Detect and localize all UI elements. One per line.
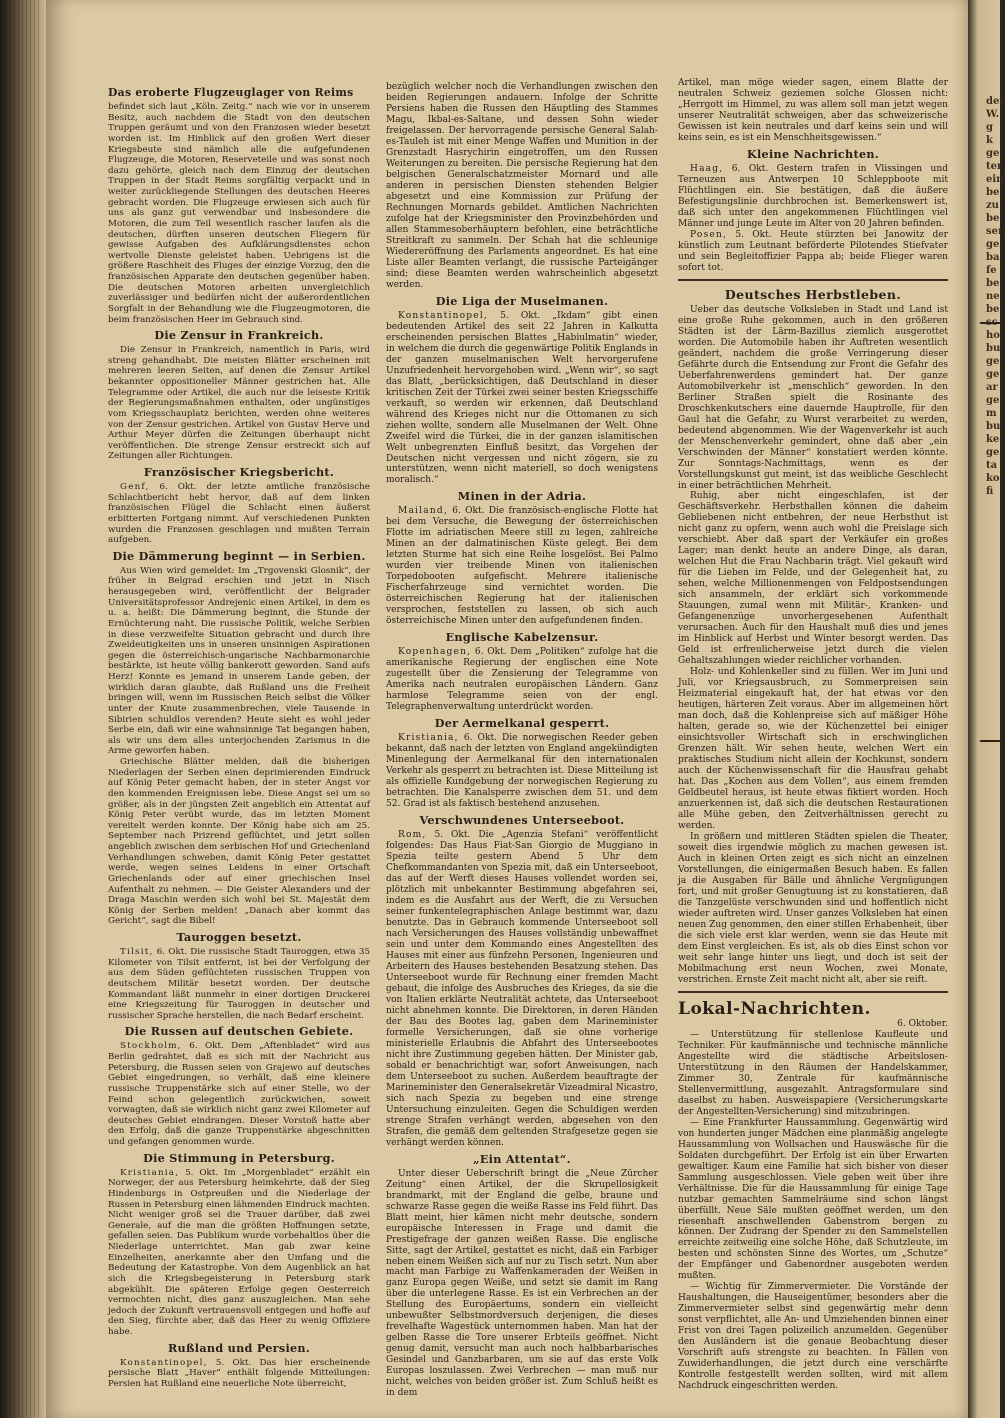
headline: Minen in der Adria. bbox=[457, 489, 587, 504]
article-body: Die Zensur in Frankreich, namentlich in Paris, wird streng gehandhabt. Die meisten Blätter erscheinen mit mehreren leeren Seiten, auf denen die Zensur Artikel bekannter oppositioneller Männer gestrichen hat. Alle Telegramme oder Artikel, die auch nur die leiseste Kritik der Regierungsmaßnahmen enthalten, oder ungünstiges vom Kriegsschauplatz berichten, werden ohne weiteres von der Zensur gestrichen. Artikel von Gustav Herve und Arthur Meyer dürfen die Zeitungen überhaupt nicht veröffentlichen. Die strenge Zensur erstreckt sich auf Zeitungen aller Richtungen. bbox=[108, 345, 370, 462]
article-body: Holz- und Kohlenkeller sind zu füllen. Wer im Juni und Juli, vor Kriegsausbruch, zu Sommerpreisen sein Heizmaterial eingekauft hat, der hat etwas vor den heutigen, härteren Zeit voraus. Aber im allgemeinen hört man doch, daß die Kohlenpreise sich auf mäßiger Höhe halten, gerade so, wie der Küchenzettel bei einiger einsichtsvoller Wirtschaft sich in erschwinglichen Grenzen hält. Wir sehen heute, welchen Wert ein praktisches Studium nicht allein der Kochkunst, sondern auch der Küchenwissenschaft für die Hausfrau gehabt hat. Das „Kochen aus dem Vollen“, aus einem fremden Geldbeutel heraus, ist heute etwas fiktiert worden. Hoch anzuerkennen ist, daß sich die deutschen Restaurationen alle Mühe geben, den Zeitverhältnissen gerecht zu werden. bbox=[678, 667, 948, 832]
column-2 bbox=[386, 82, 658, 1399]
dateline-place: Rom, bbox=[398, 830, 427, 841]
section-divider bbox=[678, 279, 948, 281]
article-body: bezüglich welcher noch die Verhandlungen zwischen den beiden Regierungen andauern. Infolge der Schritte Persiens haben die Russen den Häuptling des Stammes Magu, Ikbal-es-Saltane, und dessen Sohn wieder freigelassen. Der hervorragende persische General Salah-es-Tauleh ist mit einer Menge Waffen und Munition in der Grenzstadt Hasrychirin eingetroffen, um den Russen Weiterungen zu bereiten. Die persische Regierung hat den belgischen Generalschatzmeister Mornard und alle anderen in persischen Diensten stehenden Belgier abgesetzt und eine Kommission zur Prüfung der Rechnungen Mornards gebildet. Amtlichen Nachrichten zufolge hat der Kriegsminister den Provinzbehörden und allen Stammesoberhäuptern befohlen, eine beträchtliche Streitkraft zu sammeln. Der Schah hat die schleunige Wiedereröffnung des Parlaments angeordnet. Es hat eine Liste aller Beamten verlangt, die russische Parteigänger sind; diese Beamten werden wahrscheinlich abgesetzt werden. bbox=[386, 82, 658, 290]
headline: Englische Kabelzensur. bbox=[445, 630, 599, 645]
headline: Tauroggen besetzt. bbox=[176, 930, 302, 944]
article-text: 5. Okt. Die „Agenzia Stefani“ veröffentlicht folgendes: Das Haus Fiat-San Giorgio de Muggiano in Spezia teilte gestern Abend 5 Uhr dem Chefkommandanten von Spezia mit, daß ein Unterseeboot, das auf der Werft dieses Hauses vollendet worden sei, plötzlich mit unbekannter Bestimmung abgefahren sei, indem es die Ausfahrt aus der Werft, die zu Versuchen seiner funkentelegraphischen Anlage bestimmt war, dazu benutzte. Das in Gebrauch kommende Unterseeboot soll nach Versicherungen des Hauses vollständig unbewaffnet sein und unter dem Kommando eines Angestellten des Hauses mit einer aus fünfzehn Personen, Ingenieuren und Arbeitern des Hauses bestehenden Besatzung stehen. Das Unterseeboot wurde für Rechnung einer fremden Macht gebaut, die infolge des Ausbruches des Krieges, da sie die von Italien erklärte Neutralität achtete, das Unterseeboot nicht abnehmen konnte. Die Direktoren, in deren Händen der Bau des Bootes lag, gaben dem Marineminister formelle Versicherungen, daß sie ohne vorherige ministerielle Erlaubnis die Abfahrt des Unterseebootes nicht ihre Zustimmung gegeben hätten. Der Minister gab, sobald er benachrichtigt war, sofort Anweisungen, nach dem Unterseeboot zu suchen. Außerdem beauftragte der Marineminister den Generalsekretär Vizeadmiral Nicastro, sich nach Spezia zu begeben und eine strenge Untersuchung einzuleiten. Gegen die Schuldigen werden strenge Strafen verhängt werden, abgesehen von den Strafen, die gemäß dem geltenden Strafgesetze gegen sie verhängt werden können. bbox=[386, 830, 658, 1148]
article-text: 5. Okt. Das hier erscheinende persische Blatt „Haver“ enthält folgende Mitteilungen: Persien hat Rußland eine neuerliche Note überreicht, bbox=[108, 1357, 370, 1389]
dateline-place: Kopenhagen, bbox=[398, 647, 472, 658]
article-text: 6. Okt. Dem „Aftenbladet“ wird aus Berlin gedrahtet, daß es sich mit der Nachricht aus Petersburg, die Russen seien von Grajewo auf deutsches Gebiet eingedrungen, so verhält, daß eine kleinere russische Truppenstärke sich auf einer Stelle, wo der Feind schon gelegentlich zurückwichen, soweit vorwagten, daß sie wirklich nicht ganz zwei Kilometer auf deutsches Gebiet eindrangen. Dieser Vorstoß hatte aber den Erfolg, daß die ganze Truppenstärke abgeschnitten und gefangen genommen wurde. bbox=[108, 1041, 370, 1147]
article-body bbox=[386, 733, 658, 810]
headline: Die Russen auf deutschen Gebiete. bbox=[124, 1024, 354, 1039]
article-text: 6. Okt. Die norwegischen Reeder geben bekannt, daß nach der letzten von England angekündigten Minenlegung der Aermelkanal für den internationalen Verkehr als gesperrt zu betrachten ist. Diese Mitteilung ist als offizielle Kundgebung der norwegischen Regierung zu betrachten. Die Kanalsperre zwischen dem 51. und dem 52. Grad ist als faktisch bestehend anzusehen. bbox=[386, 733, 658, 810]
dateline-place: Genf, bbox=[120, 482, 150, 492]
article-body: Ruhig, aber nicht eingeschlafen, ist der Geschäftsverkehr. Herbsthallen können die daheim Gebliebenen nicht entbehren, der neue Herbsthut ist nicht ganz zu opfern, wenn auch wohl die Preislage sich verschiebt. Aber daß spart der Verkäufer ein großes Lager; man denkt heute an andere Dinge, als daran, welchen Hut die Frau Nachbarin trägt. Viel gekauft wird für die Lieben im Felde, und der Gelegenheit hat, zu sehen, welche Millionenmengen von Feldpostsendungen sich ansammeln, der erklärt sich vorkommende Stauungen, zumal wenn mit Militär-, Kranken- und Gefangenenzüge unvorhergesehenen Aufenthalt verursachen. Auch für den Haushalt muß dies und jenes im Hinblick auf Herbst und Winter besorgt werden. Das Geld ist erfreulicherweise jetzt durch die vielen Gehaltszahlungen wieder reichlicher vorhanden. bbox=[678, 491, 948, 667]
article-body bbox=[678, 164, 948, 230]
article-body bbox=[108, 1358, 370, 1390]
section-heading: Deutsches Herbstleben. bbox=[724, 286, 902, 302]
headline: „Ein Attentat“. bbox=[473, 1151, 571, 1166]
column-3 bbox=[678, 78, 948, 1392]
headline: Kleine Nachrichten. bbox=[746, 146, 879, 161]
article-body: — Unterstützung für stellenlose Kaufleute und Techniker. Für kaufmännische und technische männliche Angestellte wird die städtische Arbeitslosen-Unterstützung in den Räumen der Handelskammer, Zimmer 30, Zentrale für kaufmännische Stellenvermittlung, ausgezahlt. Antragsformulare sind daselbst zu haben. Ausweispapiere (Versicherungskarte der Angestellten-Versicherung) sind mitzubringen. bbox=[678, 1029, 948, 1117]
adjacent-page-text: der W. g k ge ter ein be zu be ser ge ba fe be ne be ho bu ge ge ar ge m bu ke ge ta ko fi bbox=[986, 96, 1005, 497]
book-spine bbox=[0, 0, 46, 1418]
article-body bbox=[386, 647, 658, 713]
adjacent-page-rule bbox=[980, 322, 1000, 324]
article-text: 6. Okt. Die russische Stadt Tauroggen, etwa 35 Kilometer von Tilsit entfernt, ist bei der Verfolgung der aus dem Süden geflüchteten russischen Truppen von deutschem Militär besetzt worden. Der deutsche Kommandant läßt nunmehr in einer dortigen Druckerei eine Kriegszeitung für Tauroggen in deutscher und russischer Sprache herstellen, die nach Bedarf erscheint. bbox=[108, 947, 370, 1021]
article-text: 6. Okt. Dem „Politiken“ zufolge hat die amerikanische Regierung der englischen eine Note zugestellt über die Zensierung der Telegramme von Amerika nach neutralen europäischen Ländern. Ganz harmlose Telegramme seien von der engl. Telegraphenverwaltung unterdrückt worden. bbox=[386, 647, 658, 713]
column-1 bbox=[108, 82, 370, 1390]
headline: Die Stimmung in Petersburg. bbox=[143, 1150, 335, 1165]
article-body: In größern und mittleren Städten spielen die Theater, soweit dies irgendwie möglich zu machen gewesen ist. Auch in kleinen Orten zeigt es sich nicht an einzelnen Vorstellungen, die einigermaßen Besuch haben. Es fallen ja die Ausgaben für Bälle und ähnliche Vergnügungen fort, und mit großer Genugtuung ist zu konstatieren, daß die Tanzgelüste verschwunden sind und hoffentlich nicht wieder auftreten wird. Unser ganzes Volksleben hat einen neuen Zug genommen, den einer stillen Erhabenheit, über die sich viele erst klar werden, wenn sie das Heute mit dem Einst vergleichen. Es ist, als ob dies Einst schon vor weit sehr lange hinter uns liegt, und doch ist seit der Mobilmachung erst neun Wochen, zwei Monate, verstrichen. Ernste Zeit macht nicht alt, aber sie reift. bbox=[678, 832, 948, 985]
dateline-place: Haag, bbox=[690, 163, 724, 174]
article-text: 6. Okt. der letzte amtliche französische Schlachtbericht hebt hervor, daß auf dem linken französischen Flügel die Schlacht einen äußerst erbitterten Fortgang nimmt. Auf verschiedenen Punkten wurden die Franzosen geschlagen und mußten Terrain aufgeben. bbox=[108, 482, 370, 546]
headline: Rußland und Persien. bbox=[167, 1340, 311, 1355]
article-body: Griechische Blätter melden, daß die bisherigen Niederlagen der Serben einen deprimierenden Eindruck auf König Peter gemacht haben, der in steter Angst vor den kommenden Ereignissen lebe. Diese Angst sei um so größer, als in der jüngsten Zeit angeblich ein Attentat auf König Peter verübt wurde, das im letzten Moment vereitelt werden konnte. Der König habe sich am 25. September nach Prizrend geflüchtet, und jetzt sollen angeblich zwischen dem serbischen Hof und Griechenland Verhandlungen schweben, damit König Peter gestattet werde, wegen seines Leidens in einer Ortschaft Griechenlands oder auf einer griechischen Insel Aufenthalt zu nehmen. — Die Geister Alexanders und der Draga Maschin werden sich wohl bei St. Majestät dem König der Serben melden! „Danach aber kommt das Gericht“, sagt die Bibel! bbox=[108, 757, 370, 927]
article-body bbox=[386, 311, 658, 487]
headline: Die Zensur in Frankreich. bbox=[154, 328, 324, 343]
dateline-place: Mailand, bbox=[398, 506, 448, 517]
section-divider bbox=[678, 991, 948, 993]
headline: Der Aermelkanal gesperrt. bbox=[434, 716, 610, 731]
dateline-place: Kristiania, bbox=[398, 733, 459, 744]
article-text: 5. Okt. Heute stürzten bei Janowitz der künstlich zum Leutnant beförderte Pilotendes Stiefvater und sein Begleitoffizier Pappa ab; beide Flieger waren sofort tot. bbox=[678, 229, 948, 273]
dateline-place: Kristiania, bbox=[120, 1167, 180, 1178]
article-body: — Wichtig für Zimmervermieter. Die Vorstände der Haushaltungen, die Hauseigentümer, besonders aber die Zimmervermieter selbst sind gegenwärtig mehr denn sonst verpflichtet, alle An- und Umziehenden binnen einer Frist von drei Tagen polizeilich anzumelden. Gegenüber den Ausländern ist die genaue Beobachtung dieser Vorschrift aufs strengste zu beachten. In Fällen von Zuwiderhandlungen, die jetzt durch eine verschärfte Kontrolle festgestellt werden sollten, wird mit allem Nachdruck eingeschritten werden. bbox=[678, 1282, 948, 1392]
article-body: Artikel, man möge wieder sagen, einem Blatte der neutralen Schweiz geziemen solche Glossen nicht: „Herrgott im Himmel, zu was allem soll man jetzt wegen unserer Neutralität schweigen, aber das schweizerische Gewissen ist kein neutrales und darf keins sein und will keins sein, es ist ein Menschheitsgewissen.“ bbox=[678, 78, 948, 143]
dateline-place: Tilsit, bbox=[120, 947, 154, 957]
article-body: Unter dieser Ueberschrift bringt die „Neue Zürcher Zeitung“ einen Artikel, der die Skrupellosigkeit brandmarkt, mit der England die gelbe, braune und schwarze Rasse gegen die weiße Rasse ins Feld führt. Das Blatt meint, hier kämen nicht mehr deutsche, sondern europäische Interessen in Frage und damit die Prestigefrage der ganzen weißen Rasse. Die englische Sitte, sagt der Artikel, gestattet es nicht, daß ein Farbiger neben einem Weißen sich auf nur zu Tisch setzt. Nun aber macht man Farbige zu Waffenkameraden der Weißen in ganz Europa gegen Weiße, und setzt sie damit im Rang über die unterlegene Rasse. Es ist ein Verbrechen an der Stellung des Europäertums, sondern ein vielleicht unbewußter Selbstmordversuch derjenigen, die dieses frevelhafte Wagestück unternommen haben. Man hat der gelben Rasse die Tore unserer Erbteils geöffnet. Nicht genug damit, versucht man auch noch halbbarbarisches Gesindel und Ganzbarbaren, um sie auf das erste Volk Europas loszulassen. Zwei Verbrechen — man muß nur nicht, welches von beiden größer ist. Zum Schluß heißt es in dem bbox=[386, 1168, 658, 1399]
section-masthead: Lokal-Nachrichten. bbox=[678, 998, 871, 1019]
article-body bbox=[108, 947, 370, 1021]
headline: Das eroberte Flugzeuglager von Reims bbox=[108, 86, 354, 99]
article-body bbox=[386, 506, 658, 627]
headline: Französischer Kriegsbericht. bbox=[143, 465, 335, 479]
article-text: 6. Okt. Die französisch-englische Flotte hat bei dem Versuche, die Bewegung der österreichischen Flotte im adriatischen Meere still zu legen, zahlreiche Minen an der dalmatinischen Küste gelegt. Bei dem letzten Sturme hat sich eine Reihe losgelöst. Bei Palmo wurden vier treibende Minen von italienischen Torpedobooten aufgefischt. Mehrere italienische Fischerfahrzeuge sind vernichtet worden. Die österreichischen Regierung hat der italienischen versprochen, feststellen zu lassen, ob sich auch österreichische Minen unter den aufgefundenen finden. bbox=[386, 506, 658, 627]
article-body: — Eine Frankfurter Haussammlung. Gegenwärtig wird von hunderten junger Mädchen eine planmäßig angelegte Haussammlung von Wollsachen und Hauswäsche für die Soldaten durchgeführt. Der Erfolg ist ein über Erwarten gewaltiger. Kaum eine Familie hat sich bisher von dieser Sammlung ausgeschlossen. Viele geben weit über ihre Verhältnisse. Die für die Haussammlung für einige Tage nutzbar gemachten Sammelräume sind schon längst überfüllt. Neue Säle mußten geöffnet werden, um den riesenhaft anschwellenden Gabenstrom bergen zu können. Der Zudrang der Spender zu den Sammelstellen erreichte zeitweilig eine solche Höhe, daß Schutzleute, im besten und schönsten Sinne des Wortes, um „Schutze“ der Empfänger und Gabenordner ausgeboten werden mußten. bbox=[678, 1117, 948, 1282]
dateline-place: Stockholm, bbox=[120, 1041, 182, 1052]
article-body bbox=[108, 1041, 370, 1147]
dateline-place: Posen, bbox=[690, 229, 728, 240]
article-body bbox=[108, 1168, 370, 1338]
headline: Die Liga der Muselmanen. bbox=[435, 293, 609, 308]
article-body: befindet sich laut „Köln. Zeitg.“ nach wie vor in unserem Besitz, auch nachdem die Stadt von den deutschen Truppen geräumt und von den Franzosen wieder besetzt worden ist. Im Hinblick auf den großen Wert dieser Kriegsbeute sind nämlich alle die aufgefundenen Flugzeuge, die Motoren, Reserveteile und was sonst noch dazu gehörte, gleich nach dem Einzug der deutschen Truppen in der Stadt Reims sorgfältig verpackt und in weiter zurückliegende Stellungen des deutschen Heeres gebracht worden. Die Flugzeuge erwiesen sich auch für uns als ganz gut verwendbar und insbesondere die Motoren, die zum Teil wesentlich rascher laufen als die deutschen, dürften unseren deutschen Fliegern für gewisse Aufgaben des Aufklärungsdienstes schon wertvolle Dienste geleistet haben. Uebrigens ist die größere Raschheit des Fluges der einzige Vorzug, den die französischen Apparate den deutschen gegenüber haben. Die deutschen Motoren arbeiten unvergleichlich zuverlässiger und bedürfen nicht der außerordentlichen Sorgfalt in der Behandlung wie die Flugzeugmotoren, die beim französischen Heer im Gebrauch sind. bbox=[108, 102, 370, 325]
section-date: 6. Oktober. bbox=[897, 1018, 948, 1029]
headline: Verschwundenes Unterseeboot. bbox=[419, 813, 625, 828]
article-text: 5. Okt. „Ikdam“ gibt einen bedeutenden Artikel des seit 22 Jahren in Kalkutta erscheinenden persischen Blattes „Habiulmatin“ wieder, in welchem die durch die gegenwärtige Politik Englands in der ganzen muselmanischen Welt hervorgerufene Unzufriedenheit hervorgehoben wird. „Wenn wir“, so sagt das Blatt, „berücksichtigen, daß Deutschland in dieser kritischen Zeit der Türkei zwei seiner besten Kriegsschiffe verkauft, so werden wir erkennen, daß Deutschland während des Krieges nicht nur die Ottomanen zu sich ziehen wollte, sondern alle Muselmanen der Welt. Ohne Zweifel wird die Türkei, die in der ganzen islamitischen Welt unbegrenzten Einfluß besitzt, das Vorgehen der Deutschen nicht vergessen und nicht zögern, sie zu unterstützen, wenn nicht materiell, so doch wenigstens moralisch.“ bbox=[386, 310, 658, 486]
dateline-place: Konstantinopel, bbox=[120, 1357, 208, 1368]
article-body bbox=[108, 482, 370, 546]
article-body: Aus Wien wird gemeldet: Im „Trgovenski Glosnik“, der früher in Belgrad erschien und jetzt in Nisch herausgegeben wird, veröffentlicht der Belgrader Universitätsprofessor Andrejenic einen Artikel, in dem es u. a. heißt: Die Dämmerung beginnt, die Stunde der Ernüchterung naht. Die russische Politik, welche Serbien in diese verzweifelte Situation gebracht und durch ihre Zweideutigkeiten uns in unseren unsinnigen Aspirationen gegen die österreichisch-ungarische Nachbarmonarchie bestärkte, ist heute völlig bankerott geworden. Sand aufs Herz! Konnte es jemand in unserem Lande geben, der wirklich daran glaubte, daß Rußland uns die Freiheit bringen will, wenn im Russischen Reich selbst die Völker unter der Knute zusammenbrechen, viele Tausende in Sibirien schuldlos verenden? Heute sieht es wohl jeder Serbe ein, daß wir eine wahnsinnige Tat begangen haben, als wir uns dem alles unterjochenden Zarismus in die Arme geworfen haben. bbox=[108, 565, 370, 757]
article-body bbox=[386, 830, 658, 1149]
headline: Die Dämmerung beginnt — in Serbien. bbox=[112, 548, 366, 563]
adjacent-page-rule bbox=[980, 740, 1000, 742]
page-edges bbox=[6, 0, 42, 1418]
article-text: 6. Okt. Gestern trafen in Vlissingen und Terneuzen aus Antwerpen 10 Schleppboote mit Flüchtlingen ein. Sie bestätigen, daß die äußere Befestigungslinie durchbrochen ist. Bemerkenswert ist, daß sich unter den angekommenen Flüchtlingen viel Männer und junge Leute im Alter von 20 Jahren befinden. bbox=[678, 163, 948, 229]
article-body bbox=[678, 230, 948, 274]
dateline-place: Konstantinopel, bbox=[398, 310, 489, 321]
article-text: 5. Okt. Im „Morgenbladet“ erzählt ein Norweger, der aus Petersburg heimkehrte, daß der Sieg Hindenburgs in Ostpreußen und die Niederlage der Russen in Petersburg einen lähmenden Eindruck machten. Nicht weniger groß sei die Trauer darüber, daß zwei Generale, auf die man die größten Hoffnungen setzte, gefallen seien. Das Publikum wurde vorbehaltlos über die Niederlage unterrichtet. Man gab zwar keine Einzelheiten, anerkannte aber den Umfang und die Bedeutung der Katastrophe. Von dem Augenblick an hat sich die Kriegsbegeisterung in Petersburg stark abgekühlt. Die späteren Erfolge gegen Oesterreich vermochten nicht, dies ganz auszugleichen. Man sehe jedoch der Zukunft vertrauensvoll entgegen und hoffe auf den Sieg, fürchte aber, daß das Heer zu wenig Offiziere habe. bbox=[108, 1167, 370, 1337]
article-body: Ueber das deutsche Volksleben in Stadt und Land ist eine große Ruhe gekommen, auch in den größeren Städten ist der Lärm-Bazillus ziemlich ausgerottet worden. Die Automobile haben ihr Auftreten wesentlich geändert, nachdem die große Verringerung dieser Gefährte durch die Entsendung zur Front die Gefahr des Ueberfahrenwerdens gemindert hat. Der ganze Automobilverkehr ist „menschlich“ geworden. In den Berliner Straßen spielt die Rosinante des Droschkenkutschers eine dauernde Hauptrolle, für den Gaul hat die Gefahr, zu Wurst verarbeitet zu werden, bedeutend abgenommen. Wie der Wagenverkehr ist auch der Menschenverkehr gemindert, ohne daß aber „ein Verschwinden der Männer“ konstatiert werden könnte. Zur Sonntags-Nachmittags, wenn es der Vorstellungskunst gut meint, ist das weibliche Geschlecht in einer beträchtlichen Mehrheit. bbox=[678, 304, 948, 491]
